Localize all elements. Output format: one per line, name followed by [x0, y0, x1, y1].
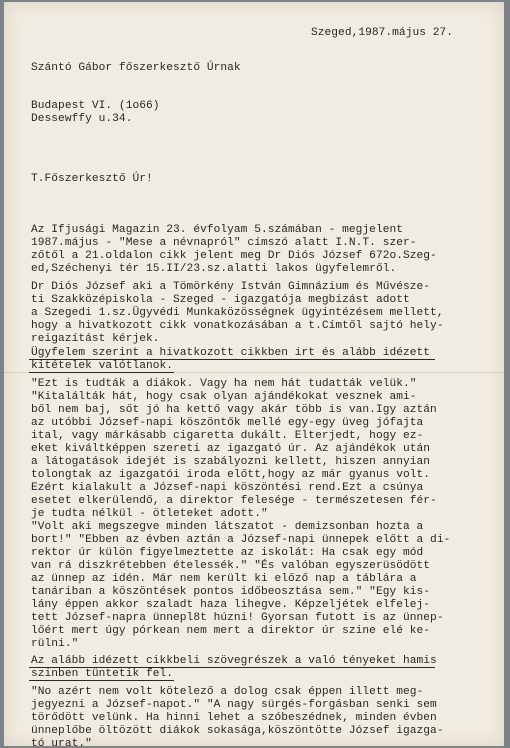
heading-line: kitételek valótlanok.	[31, 360, 174, 372]
paragraph-line: zőtől a 21.oldalon cikk jelent meg Dr Diós József 672o.Szeg-	[31, 250, 437, 262]
heading-underline	[29, 372, 174, 373]
quote-line: "Ezt is tudták a diákok. Vagy ha nem hát tudatták velük."	[31, 378, 417, 390]
quote-line: lőért mert úgy pórkean nem mert a direktor úr szine elé ke-	[31, 625, 431, 637]
heading-line: szinben tüntetik fel.	[31, 668, 174, 680]
heading-line: Az alább idézett cikkbeli szövegrészek a való tényeket hamis	[31, 655, 437, 667]
paragraph-line: 1987.május - "Mese a névnapról" címszó alatt I.N.T. szer-	[31, 237, 417, 249]
heading-underline	[29, 680, 174, 681]
paragraph-line: reigazítást kérjek.	[31, 333, 160, 345]
salutation: T.Főszerkesztő Úr!	[31, 173, 153, 185]
quote-line: esetet elkerülendő, a direktor felesége - természetesen fér-	[31, 495, 437, 507]
quote-line: a látogatások idejét is szabályozni kellett, hiszen annyian	[31, 456, 431, 468]
paragraph-line: Dr Diós József aki a Tömörkény István Gimnázium és Művésze-	[31, 281, 431, 293]
quote-line: tó urat."	[31, 738, 92, 746]
paragraph-line: ti Szakközépiskola - Szeged - igazgatója megbízást adott	[31, 294, 410, 306]
address-line-1: Budapest VI. (1o66)	[31, 100, 160, 112]
address-line-2: Dessewffy u.34.	[31, 113, 133, 125]
quote-line: az utóbbi József-napi köszöntők mellé egy-egy üveg jófajta	[31, 417, 424, 429]
paragraph-line: Az Ifjusági Magazin 23. évfolyam 5.számában - megjelent	[31, 224, 403, 236]
quote-line: törődött velünk. Ha hinni lehet a szóbeszédnek, minden évben	[31, 712, 437, 724]
addressee: Szántó Gábor főszerkesztő Úrnak	[31, 62, 241, 74]
quote-line: "Volt aki megszegve minden látszatot - demizsonban hozta a	[31, 521, 424, 533]
quote-line: rülni."	[31, 638, 79, 650]
letter-page	[4, 2, 504, 746]
dateline: Szeged,1987.május 27.	[311, 27, 454, 39]
quote-line: tett József-napra ünnepl8t húzni! Gyorsan futott is az ünnep-	[31, 612, 444, 624]
quote-line: eket kiváltképpen szereti az igazgató úr. Az ajándékok után	[31, 443, 431, 455]
quote-line: jegyezni a József-napot." "A nagy sürgés-forgásban senki sem	[31, 699, 437, 711]
quote-line: van rá diszkrétebben ételessék." "És valóban egyszerüsödött	[31, 560, 431, 572]
quote-line: lány éppen akkor szaladt haza lihegve. Képzeljétek elfelej-	[31, 599, 431, 611]
quote-line: tolongtak az igazgatói iroda előtt,hogy az már gyanus volt.	[31, 469, 431, 481]
heading-line: Ügyfelem szerint a hivatkozott cikkben irt és alább idézett	[31, 347, 431, 359]
quote-line: ital, vagy márkásabb cigaretta dukált. Elterjedt, hogy ez-	[31, 430, 424, 442]
quote-line: tanáriban a köszöntések pontos időbeosztása sem." "Egy kis-	[31, 586, 431, 598]
quote-line: "No azért nem volt kötelező a dolog csak éppen illett meg-	[31, 686, 424, 698]
paragraph-line: hogy a hivatkozott cikk vonatkozásában a t.Címtől sajtó hely-	[31, 320, 444, 332]
quote-line: "Kitalálták hát, hogy csak olyan ajándékokat vesznek ami-	[31, 391, 417, 403]
paragraph-line: a Szegedi 1.sz.Ügyvédi Munkaközösségnek ügyintézésem mellett,	[31, 307, 444, 319]
quote-line: ből nem baj, sőt jó ha kettő vagy akár több is van.Igy aztán	[31, 404, 437, 416]
quote-line: rektor úr külön figyelmeztette az iskolát: Ha csak egy mód	[31, 547, 424, 559]
quote-line: je tudta nélkül - ötleteket adott."	[31, 508, 268, 520]
quote-line: ünneplőbe öltözött diákok sokasága,köszöntötte József igazga-	[31, 725, 444, 737]
quote-line: az ünnep az idén. Már nem került ki előző nap a táblára a	[31, 573, 417, 585]
quote-line: Ezért kialakult a József-napi köszöntési rend.Ezt a csúnya	[31, 482, 424, 494]
quote-line: bort!" "Ebben az évben aztán a József-napi ünnepek előtt a di-	[31, 534, 451, 546]
paragraph-line: ed,Széchenyi tér 15.II/23.sz.alatti lakos ügyfelemről.	[31, 263, 397, 275]
